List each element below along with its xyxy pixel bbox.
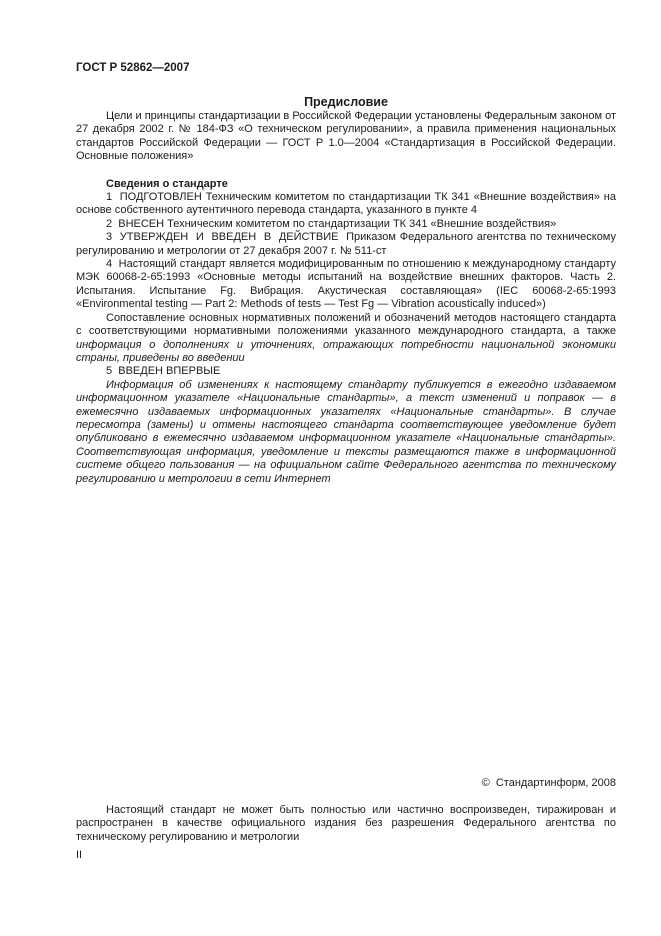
page-number: II — [76, 849, 83, 861]
doc-number: ГОСТ Р 52862—2007 — [76, 62, 190, 74]
section-heading: Сведения о стандарте — [106, 177, 228, 190]
item-4-note-italic-text: информация о дополнениях и уточнениях, отражающих потребности национальной экономики страны, приведены во введении — [76, 338, 620, 364]
page-title: Предисловие — [304, 95, 388, 109]
standard-info-item-1: 1 ПОДГОТОВЛЕН Техническим комитетом по стандартизации ТК 341 «Внешние воздействия» на основе собственного аутентичного перевода стандарта, указанного в пункте 4 — [76, 191, 620, 217]
copyright-notice: © Стандартинформ, 2008 — [481, 777, 616, 789]
page-content — [76, 62, 620, 486]
standard-info-item-4: 4 Настоящий стандарт является модифицированным по отношению к международному стандарту МЭК 60068-2-65:1993 «Основные методы испытаний на воздействие внешних факторов. Часть 2. Испытания. Испытание Fg. Вибрация. Акустическая составляющая» (IEC 60068-2-65:1993 «Environmental testing — Part 2: Methods of tests — Test Fg — Vibration acoustically induced») — [76, 258, 620, 311]
item-4-note — [76, 311, 620, 366]
reproduction-note: Настоящий стандарт не может быть полностью или частично воспроизведен, тиражирован и распространен в качестве официального издания без разрешения Федерального агентства по техническому регулированию и метрологии — [76, 804, 620, 843]
standard-info-item-5: 5 ВВЕДЕН ВПЕРВЫЕ — [106, 365, 221, 378]
item-4-note-regular-text: Сопоставление основных нормативных положений и обозначений методов настоящего стандарта с соответствующими нормативными положениями указанного международного стандарта, а также — [76, 311, 620, 338]
standard-info-item-3: 3 УТВЕРЖДЕН И ВВЕДЕН В ДЕЙСТВИЕ Приказом Федерального агентства по техническому регулированию и метрологии от 27 декабря 2007 г. № 511-ст — [76, 231, 620, 257]
intro-paragraph: Цели и принципы стандартизации в Российской Федерации установлены Федеральным законом от 27 декабря 2002 г. № 184-ФЗ «О техническом регулировании», а правила применения национальных стандартов Российской Федерации — ГОСТ Р 1.0—2004 «Стандартизация в Российской Федерации. Основные положения» — [76, 110, 620, 163]
amendments-note: Информация об изменениях к настоящему стандарту публикуется в ежегодно издаваемом информационном указателе «Национальные стандарты», а текст изменений и поправок — в ежемесячно издаваемых информационных указателях «Национальные стандарты». В случае пересмотра (замены) и отмены настоящего стандарта соответствующее уведомление будет опубликовано в ежемесячно издаваемом информационном указателе «Национальные стандарты». Соответствующая информация, уведомление и тексты размещаются также в информационной системе общего пользования — на официальном сайте Федерального агентства по техническому регулированию и метрологии в сети Интернет — [76, 378, 620, 485]
standard-info-item-2: 2 ВНЕСЕН Техническим комитетом по стандартизации ТК 341 «Внешние воздействия» — [106, 217, 557, 230]
